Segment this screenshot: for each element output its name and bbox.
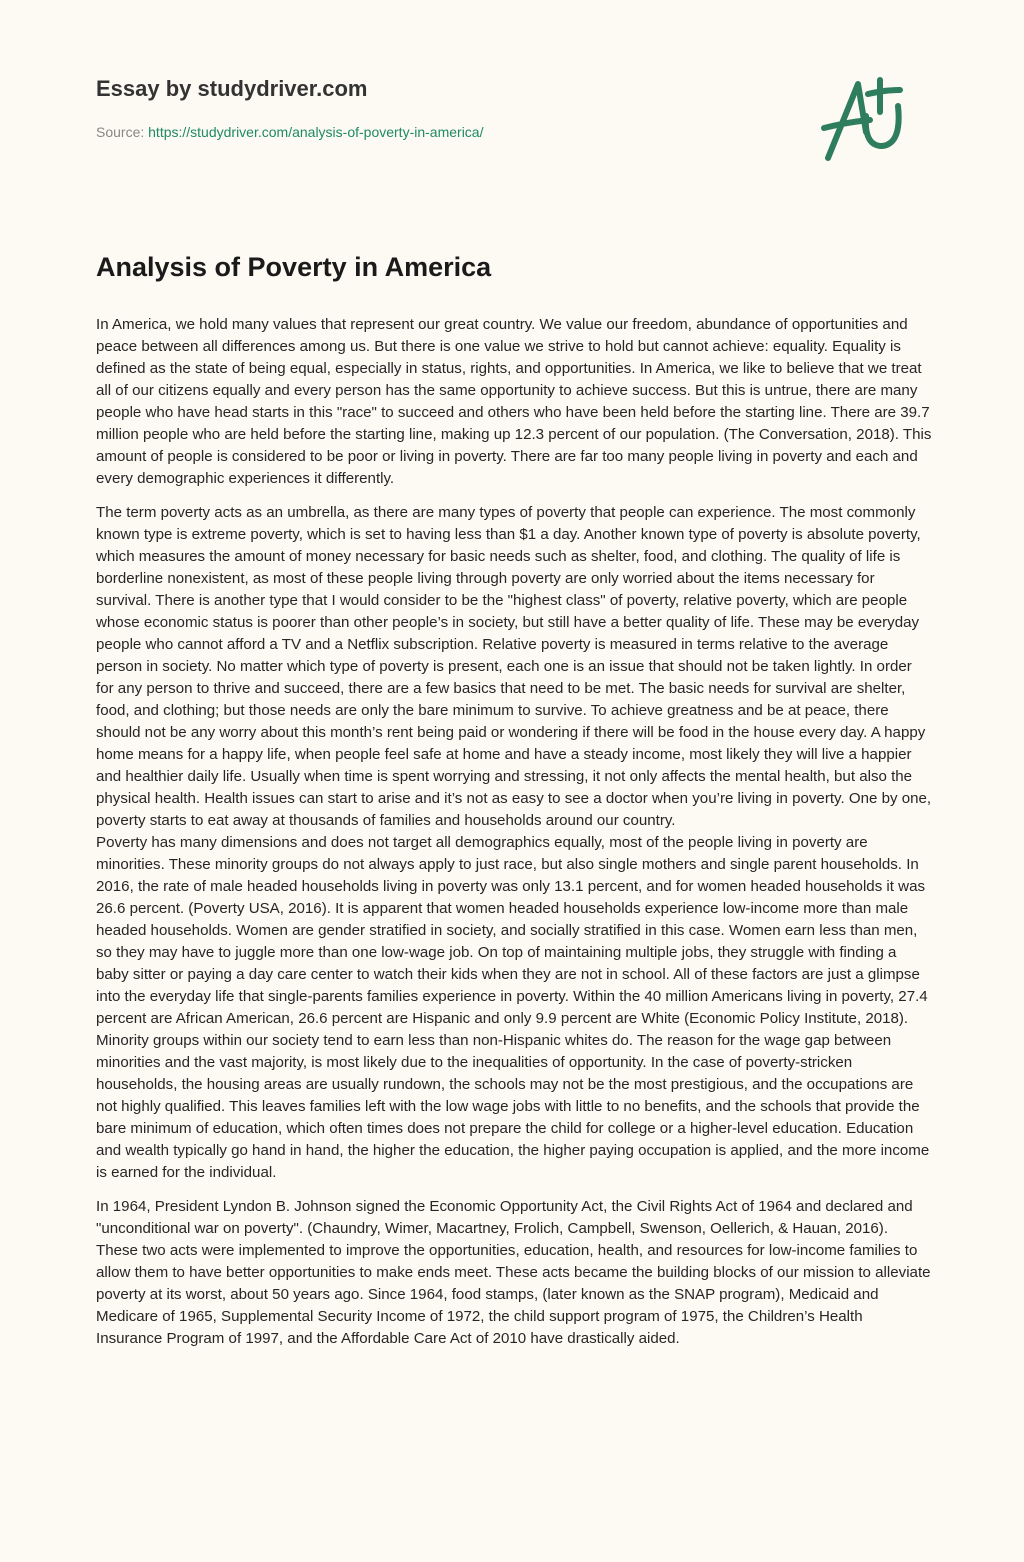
essay-body [96,314,932,1362]
a-plus-logo-icon [820,70,930,170]
source-label: Source: [96,124,145,140]
paragraph: The term poverty acts as an umbrella, as there are many types of poverty that people can experience. The most commonly known type is extreme poverty, which is set to having less than $1 a day. Another known type of poverty is absolute poverty, which measures the amount of money necessary for basic needs such as shelter, food, and clothing. The quality of life is borderline nonexistent, as most of these people living through poverty are only worried about the items necessary for survival. There is another type that I would consider to be the "highest class" of poverty, relative poverty, which are people whose economic status is poorer than other people’s in society, but still have a better quality of life. These may be everyday people who cannot afford a TV and a Netflix subscription. Relative poverty is measured in terms relative to the average person in society. No matter which type of poverty is present, each one is an issue that should not be taken lightly. In order for any person to thrive and succeed, there are a few basics that need to be met. The basic needs for survival are shelter, food, and clothing; but those needs are only the bare minimum to survive. To achieve greatness and be at peace, there should not be any worry about this month’s rent being paid or wondering if there will be food in the house every day. A happy home means for a happy life, when people feel safe at home and have a steady income, most likely they will live a happier and healthier daily life. Usually when time is spent worrying and stressing, it not only affects the mental health, but also the physical health. Health issues can start to arise and it’s not as easy to see a doctor when you’re living in poverty. One by one, poverty starts to eat away at thousands of families and households around our country. [96,504,932,829]
paragraph: In 1964, President Lyndon B. Johnson signed the Economic Opportunity Act, the Civil Rights Act of 1964 and declared and "unconditional war on poverty". (Chaundry, Wimer, Macartney, Frolich, Campbell, Swenson, Oellerich, & Hauan, 2016). These two acts were implemented to improve the opportunities, education, health, and resources for low-income families to allow them to have better opportunities to make ends meet. These acts became the building blocks of our mission to alleviate poverty at its worst, about 50 years ago. Since 1964, food stamps, (later known as the SNAP program), Medicaid and Medicare of 1965, Supplemental Security Income of 1972, the child support program of 1975, the Children’s Health Insurance Program of 1997, and the Affordable Care Act of 2010 have drastically aided. [96,1198,931,1347]
paragraph: Poverty has many dimensions and does not target all demographics equally, most of the people living in poverty are minorities. These minority groups do not always apply to just race, but also single mothers and single parent households. In 2016, the rate of male headed households living in poverty was only 13.1 percent, and for women headed households it was 26.6 percent. (Poverty USA, 2016). It is apparent that women headed households experience low-income more than male headed households. Women are gender stratified in society, and socially stratified in this case. Women earn less than men, so they may have to juggle more than one low-wage job. On top of maintaining multiple jobs, they struggle with finding a baby sitter or paying a day care center to watch their kids when they are not in school. All of these factors are just a glimpse into the everyday life that single-parents families experience in poverty. Within the 40 million Americans living in poverty, 27.4 percent are African American, 26.6 percent are Hispanic and only 9.9 percent are White (Economic Policy Institute, 2018). Minority groups within our society tend to earn less than non-Hispanic whites do. The reason for the wage gap between minorities and the vast majority, is most likely due to the inequalities of opportunity. In the case of poverty-stricken households, the housing areas are usually rundown, the schools may not be the most prestigious, and the occupations are not highly qualified. This leaves families left with the low wage jobs with little to no benefits, and the schools that provide the bare minimum of education, which often times does not prepare the child for college or a higher-level education. Education and wealth typically go hand in hand, the higher the education, the higher paying occupation is applied, and the more income is earned for the individual. [96,834,930,1181]
source-line [96,124,483,140]
paragraph: In America, we hold many values that represent our great country. We value our freedom, abundance of opportunities and peace between all differences among us. But there is one value we strive to hold but cannot achieve: equality. Equality is defined as the state of being equal, especially in status, rights, and opportunities. In America, we like to believe that we treat all of our citizens equally and every person has the same opportunity to achieve success. But this is untrue, there are many people who have head starts in this "race" to succeed and others who have been held before the starting line. There are 39.7 million people who are held before the starting line, making up 12.3 percent of our population. (The Conversation, 2018). This amount of people is considered to be poor or living in poverty. There are far too many people living in poverty and each and every demographic experiences it differently. [96,316,932,487]
site-title: Essay by studydriver.com [96,76,368,101]
source-link[interactable]: https://studydriver.com/analysis-of-poverty-in-america/ [148,124,484,140]
article-title: Analysis of Poverty in America [96,252,492,282]
